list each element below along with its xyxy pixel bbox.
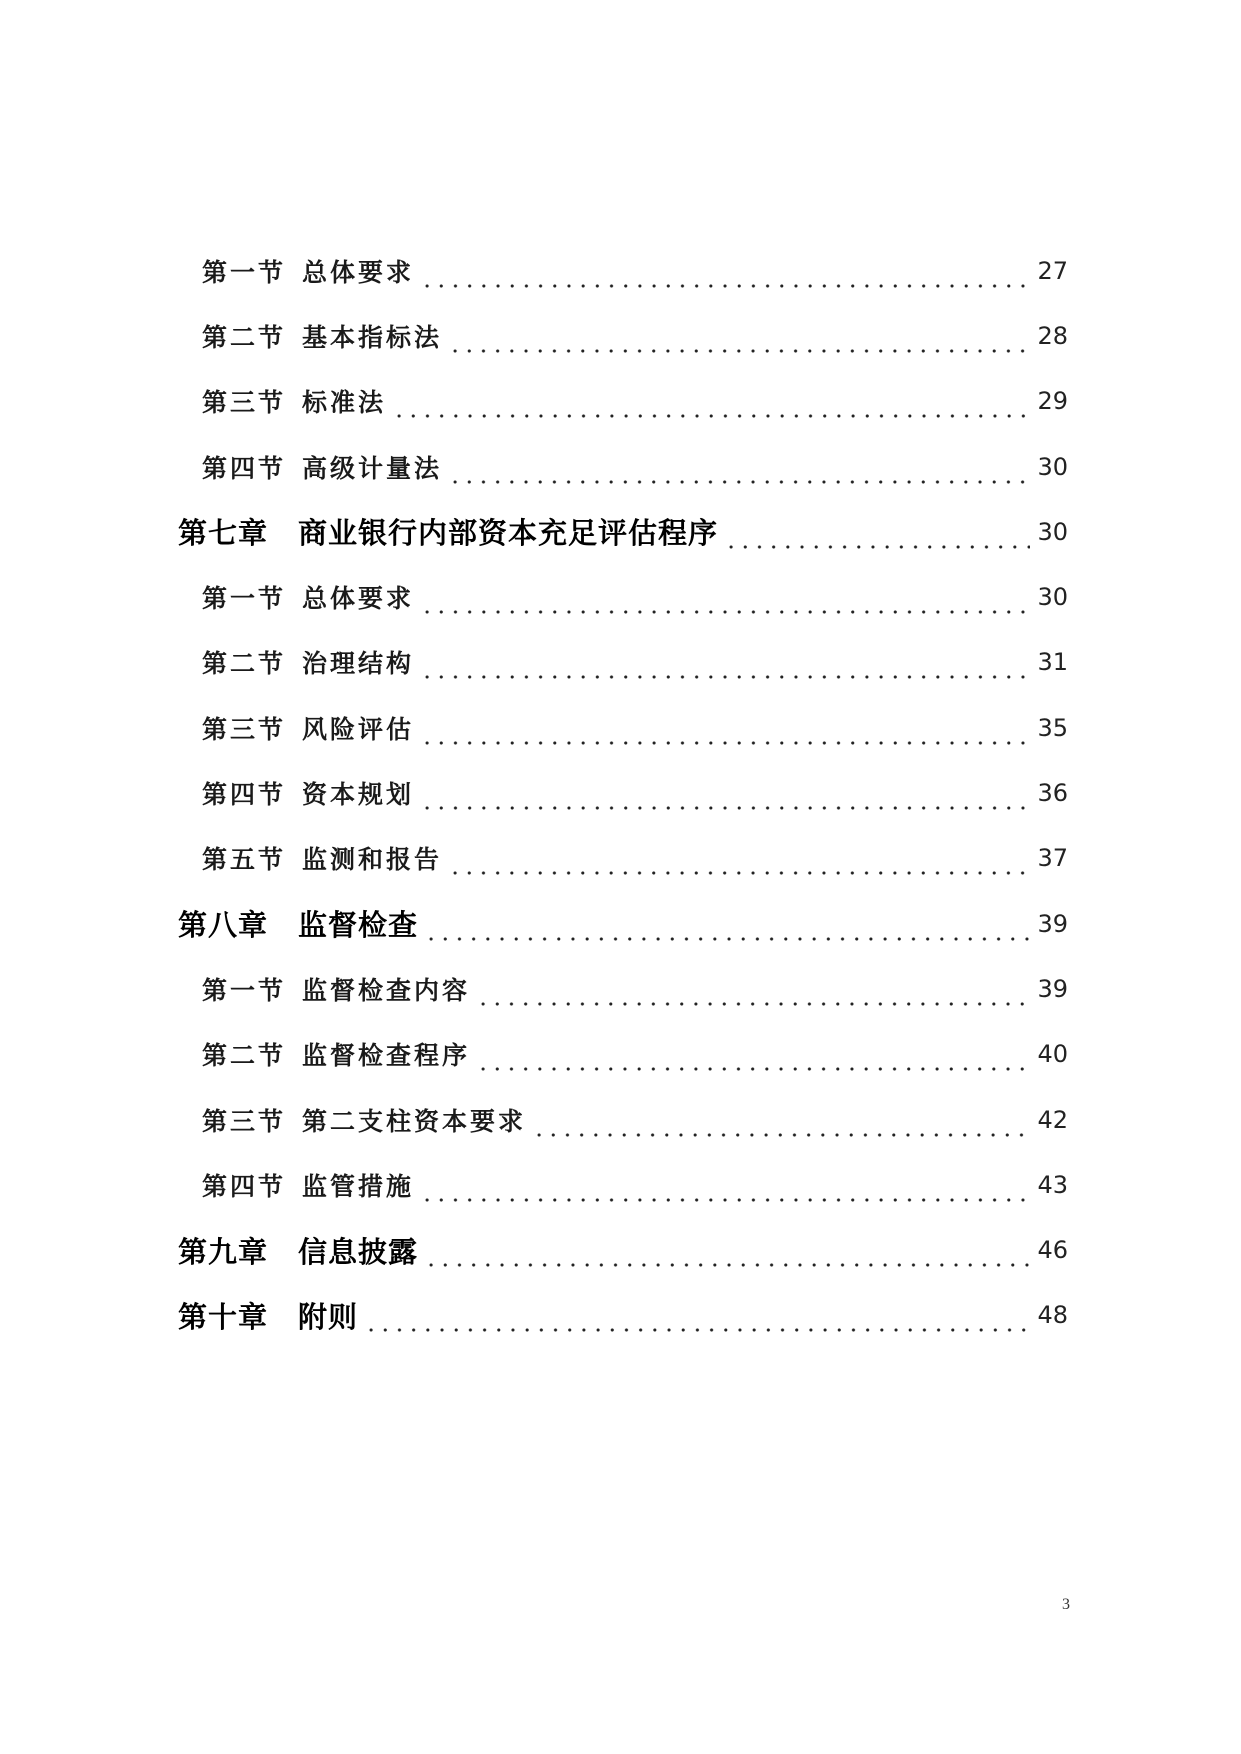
dot-leader — [532, 1114, 1030, 1138]
toc-entry-title: 基本指标法 — [302, 322, 443, 352]
dot-leader — [424, 1244, 1030, 1268]
toc-entry-title: 第二支柱资本要求 — [302, 1106, 527, 1136]
toc-entry-page: 28 — [1037, 321, 1068, 350]
toc-entry-number: 第八章 — [178, 908, 269, 943]
toc-entry-section[interactable] — [0, 238, 1241, 303]
dot-leader — [476, 1048, 1030, 1072]
toc-entry-title: 资本规划 — [302, 780, 415, 810]
toc-entry-number: 第四节 — [202, 1171, 287, 1201]
toc-entry-page: 42 — [1037, 1105, 1068, 1134]
dot-leader — [448, 461, 1030, 485]
toc-entry-page: 30 — [1037, 452, 1068, 481]
toc-entry-number: 第十章 — [178, 1299, 269, 1334]
toc-entry-number: 第九章 — [178, 1234, 269, 1269]
dot-leader — [448, 330, 1030, 354]
toc-entry-number: 第一节 — [202, 584, 287, 614]
table-of-contents — [0, 238, 1241, 1348]
toc-entry-number: 第五节 — [202, 845, 287, 875]
toc-entry-title: 监测和报告 — [302, 845, 443, 875]
toc-entry-page: 48 — [1037, 1301, 1068, 1330]
toc-entry-section[interactable] — [0, 826, 1241, 891]
toc-entry-title: 总体要求 — [302, 257, 415, 287]
toc-entry-page: 39 — [1037, 909, 1068, 938]
toc-entry-chapter[interactable] — [0, 1283, 1241, 1348]
toc-entry-section[interactable] — [0, 564, 1241, 629]
toc-entry-section[interactable] — [0, 1022, 1241, 1087]
toc-entry-section[interactable] — [0, 369, 1241, 434]
dot-leader — [476, 983, 1030, 1007]
toc-entry-title: 监督检查程序 — [302, 1041, 471, 1071]
toc-entry-number: 第四节 — [202, 453, 287, 483]
dot-leader — [724, 526, 1030, 550]
toc-entry-section[interactable] — [0, 303, 1241, 368]
toc-entry-page: 40 — [1037, 1040, 1068, 1069]
toc-entry-title: 治理结构 — [302, 649, 415, 679]
toc-entry-number: 第二节 — [202, 649, 287, 679]
toc-entry-chapter[interactable] — [0, 891, 1241, 956]
toc-entry-title: 附则 — [298, 1299, 359, 1334]
toc-entry-number: 第三节 — [202, 714, 287, 744]
toc-entry-title: 监管措施 — [302, 1171, 415, 1201]
dot-leader — [420, 265, 1030, 289]
toc-entry-title: 监督检查内容 — [302, 975, 471, 1005]
toc-entry-page: 30 — [1037, 583, 1068, 612]
toc-entry-page: 31 — [1037, 648, 1068, 677]
dot-leader — [420, 591, 1030, 615]
toc-entry-number: 第二节 — [202, 1041, 287, 1071]
dot-leader — [420, 787, 1030, 811]
toc-entry-title: 监督检查 — [298, 908, 419, 943]
toc-entry-number: 第三节 — [202, 388, 287, 418]
dot-leader — [448, 852, 1030, 876]
dot-leader — [420, 1179, 1030, 1203]
toc-entry-section[interactable] — [0, 956, 1241, 1021]
toc-entry-title: 标准法 — [302, 388, 387, 418]
dot-leader — [420, 722, 1030, 746]
toc-entry-number: 第二节 — [202, 322, 287, 352]
toc-entry-number: 第四节 — [202, 780, 287, 810]
toc-entry-chapter[interactable] — [0, 1217, 1241, 1282]
toc-entry-section[interactable] — [0, 760, 1241, 825]
toc-entry-page: 46 — [1037, 1236, 1068, 1265]
toc-entry-page: 29 — [1037, 387, 1068, 416]
toc-entry-page: 30 — [1037, 517, 1068, 546]
toc-entry-section[interactable] — [0, 1087, 1241, 1152]
toc-entry-title: 风险评估 — [302, 714, 415, 744]
toc-entry-number: 第一节 — [202, 257, 287, 287]
dot-leader — [392, 395, 1030, 419]
toc-entry-page: 37 — [1037, 844, 1068, 873]
page-number: 3 — [1062, 1596, 1070, 1613]
toc-entry-section[interactable] — [0, 1152, 1241, 1217]
toc-entry-title: 高级计量法 — [302, 453, 443, 483]
dot-leader — [424, 918, 1030, 942]
toc-entry-section[interactable] — [0, 695, 1241, 760]
toc-entry-number: 第三节 — [202, 1106, 287, 1136]
toc-entry-chapter[interactable] — [0, 499, 1241, 564]
toc-entry-section[interactable] — [0, 630, 1241, 695]
toc-entry-page: 36 — [1037, 779, 1068, 808]
toc-entry-section[interactable] — [0, 434, 1241, 499]
toc-entry-page: 43 — [1037, 1170, 1068, 1199]
toc-entry-title: 商业银行内部资本充足评估程序 — [298, 516, 719, 551]
toc-entry-page: 35 — [1037, 713, 1068, 742]
toc-entry-title: 总体要求 — [302, 584, 415, 614]
dot-leader — [364, 1309, 1030, 1333]
toc-entry-page: 39 — [1037, 974, 1068, 1003]
toc-entry-number: 第七章 — [178, 516, 269, 551]
toc-entry-page: 27 — [1037, 256, 1068, 285]
toc-entry-title: 信息披露 — [298, 1234, 419, 1269]
dot-leader — [420, 656, 1030, 680]
toc-entry-number: 第一节 — [202, 975, 287, 1005]
